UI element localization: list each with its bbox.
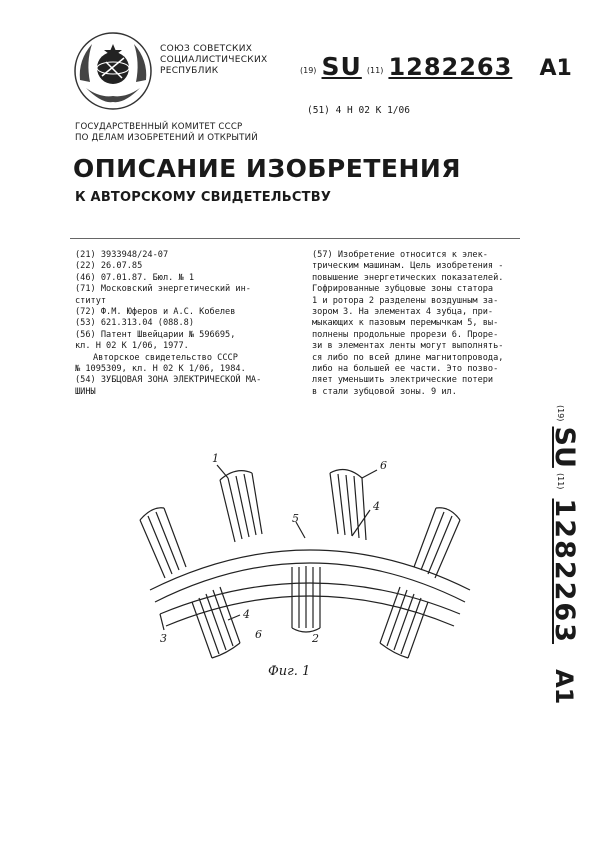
- union-title: [160, 44, 268, 77]
- biblio-line: (46) 07.01.87. Бюл. № 1: [75, 272, 194, 283]
- document-subtitle: К АВТОРСКОМУ СВИДЕТЕЛЬСТВУ: [75, 190, 332, 205]
- union-line: СОЦИАЛИСТИЧЕСКИХ: [160, 55, 268, 65]
- rotor-tooth-left: [192, 587, 240, 658]
- abstract-line: 1 и ротора 2 разделены воздушным за-: [312, 295, 499, 306]
- stator-tooth-left-center: [220, 471, 262, 542]
- side-code-11: (11): [556, 472, 565, 490]
- biblio-line: Авторское свидетельство СССР: [93, 352, 238, 363]
- figure-caption: Фиг. 1: [268, 664, 311, 679]
- abstract-line: ся либо по всей длине магнитопровода,: [312, 352, 504, 363]
- abstract-line: ляет уменьшить электрические потери: [312, 375, 494, 386]
- figure-1: [100, 440, 530, 670]
- abstract-line: полнены продольные прорези 6. Проре-: [312, 329, 499, 340]
- ussr-emblem: [72, 30, 154, 112]
- abstract-line: зором 3. На элементах 4 зубца, при-: [312, 307, 494, 318]
- biblio-line: (53) 621.313.04 (088.8): [75, 318, 194, 329]
- biblio-line: (72) Ф.М. Юферов и А.С. Кобелев: [75, 307, 236, 318]
- label-4-top: 4: [373, 500, 380, 513]
- biblio-line: ШИНЫ: [75, 386, 96, 397]
- document-kind: A1: [539, 56, 572, 81]
- biblio-line: (56) Патент Швейцарии № 596695,: [75, 329, 236, 340]
- biblio-line: (54) ЗУБЦОВАЯ ЗОНА ЭЛЕКТРИЧЕСКОЙ МА-: [75, 375, 262, 386]
- code-11: (11): [366, 66, 384, 75]
- biblio-line: № 1095309, кл. Н 02 К 1/06, 1984.: [75, 364, 246, 375]
- label-1: 1: [212, 452, 219, 465]
- committee-line: ГОСУДАРСТВЕННЫЙ КОМИТЕТ СССР: [75, 122, 243, 132]
- patent-number: 1282263: [388, 53, 513, 81]
- patent-number-line: [300, 52, 572, 82]
- abstract-line: в стали зубцовой зоны. 9 ил.: [312, 386, 457, 397]
- code-19: (19): [300, 66, 317, 75]
- rotor-tooth-right: [380, 587, 428, 658]
- stator-tooth-left: [140, 508, 186, 578]
- side-number: 1282263: [549, 498, 580, 645]
- figure-drawing: [140, 465, 470, 658]
- label-2: 2: [312, 632, 319, 645]
- union-line: РЕСПУБЛИК: [160, 66, 219, 76]
- label-4-bottom: 4: [243, 608, 250, 621]
- abstract-line: Гофрированные зубцовые зоны статора: [312, 284, 494, 295]
- side-code-19: (19): [556, 405, 565, 422]
- ipc-class: (51) 4 Н 02 К 1/06: [307, 105, 410, 116]
- stator-tooth-right-center: [330, 469, 366, 540]
- committee-line: ПО ДЕЛАМ ИЗОБРЕТЕНИЙ И ОТКРЫТИЙ: [75, 133, 258, 143]
- rotor-tooth-center: [292, 566, 320, 632]
- biblio-line: (71) Московский энергетический ин-: [75, 284, 251, 295]
- abstract-line: (57) Изобретение относится к элек-: [312, 250, 488, 260]
- document-title: ОПИСАНИЕ ИЗОБРЕТЕНИЯ: [73, 154, 462, 183]
- abstract-line: повышение энергетических показателей.: [312, 272, 504, 283]
- biblio-line: ститут: [75, 295, 107, 306]
- side-patent-number: [540, 405, 580, 705]
- biblio-line: кл. Н 02 К 1/06, 1977.: [75, 341, 189, 352]
- stator-tooth-right: [414, 508, 460, 578]
- divider: [70, 238, 520, 239]
- abstract-line: мыкающих к пазовым перемычкам 5, вы-: [312, 318, 499, 329]
- biblio-line: (21) 3933948/24-07: [75, 250, 169, 260]
- union-line: СОЮЗ СОВЕТСКИХ: [160, 44, 253, 54]
- side-country-code: SU: [549, 426, 580, 468]
- abstract-line: зи в элементах ленты могут выполнять-: [312, 341, 504, 352]
- label-3: 3: [160, 632, 167, 645]
- side-kind: A1: [550, 669, 578, 705]
- committee: [75, 122, 258, 144]
- biblio-line: (22) 26.07.85: [75, 261, 143, 272]
- abstract-line: либо на большей ее части. Это позво-: [312, 364, 499, 375]
- label-6-bottom: 6: [255, 628, 262, 641]
- bibliographic-data: [75, 250, 297, 398]
- label-5: 5: [292, 512, 299, 525]
- abstract-line: трическим машинам. Цель изобретения -: [312, 261, 504, 272]
- country-code: SU: [321, 52, 362, 81]
- label-6-top: 6: [380, 459, 387, 472]
- abstract: [312, 250, 534, 398]
